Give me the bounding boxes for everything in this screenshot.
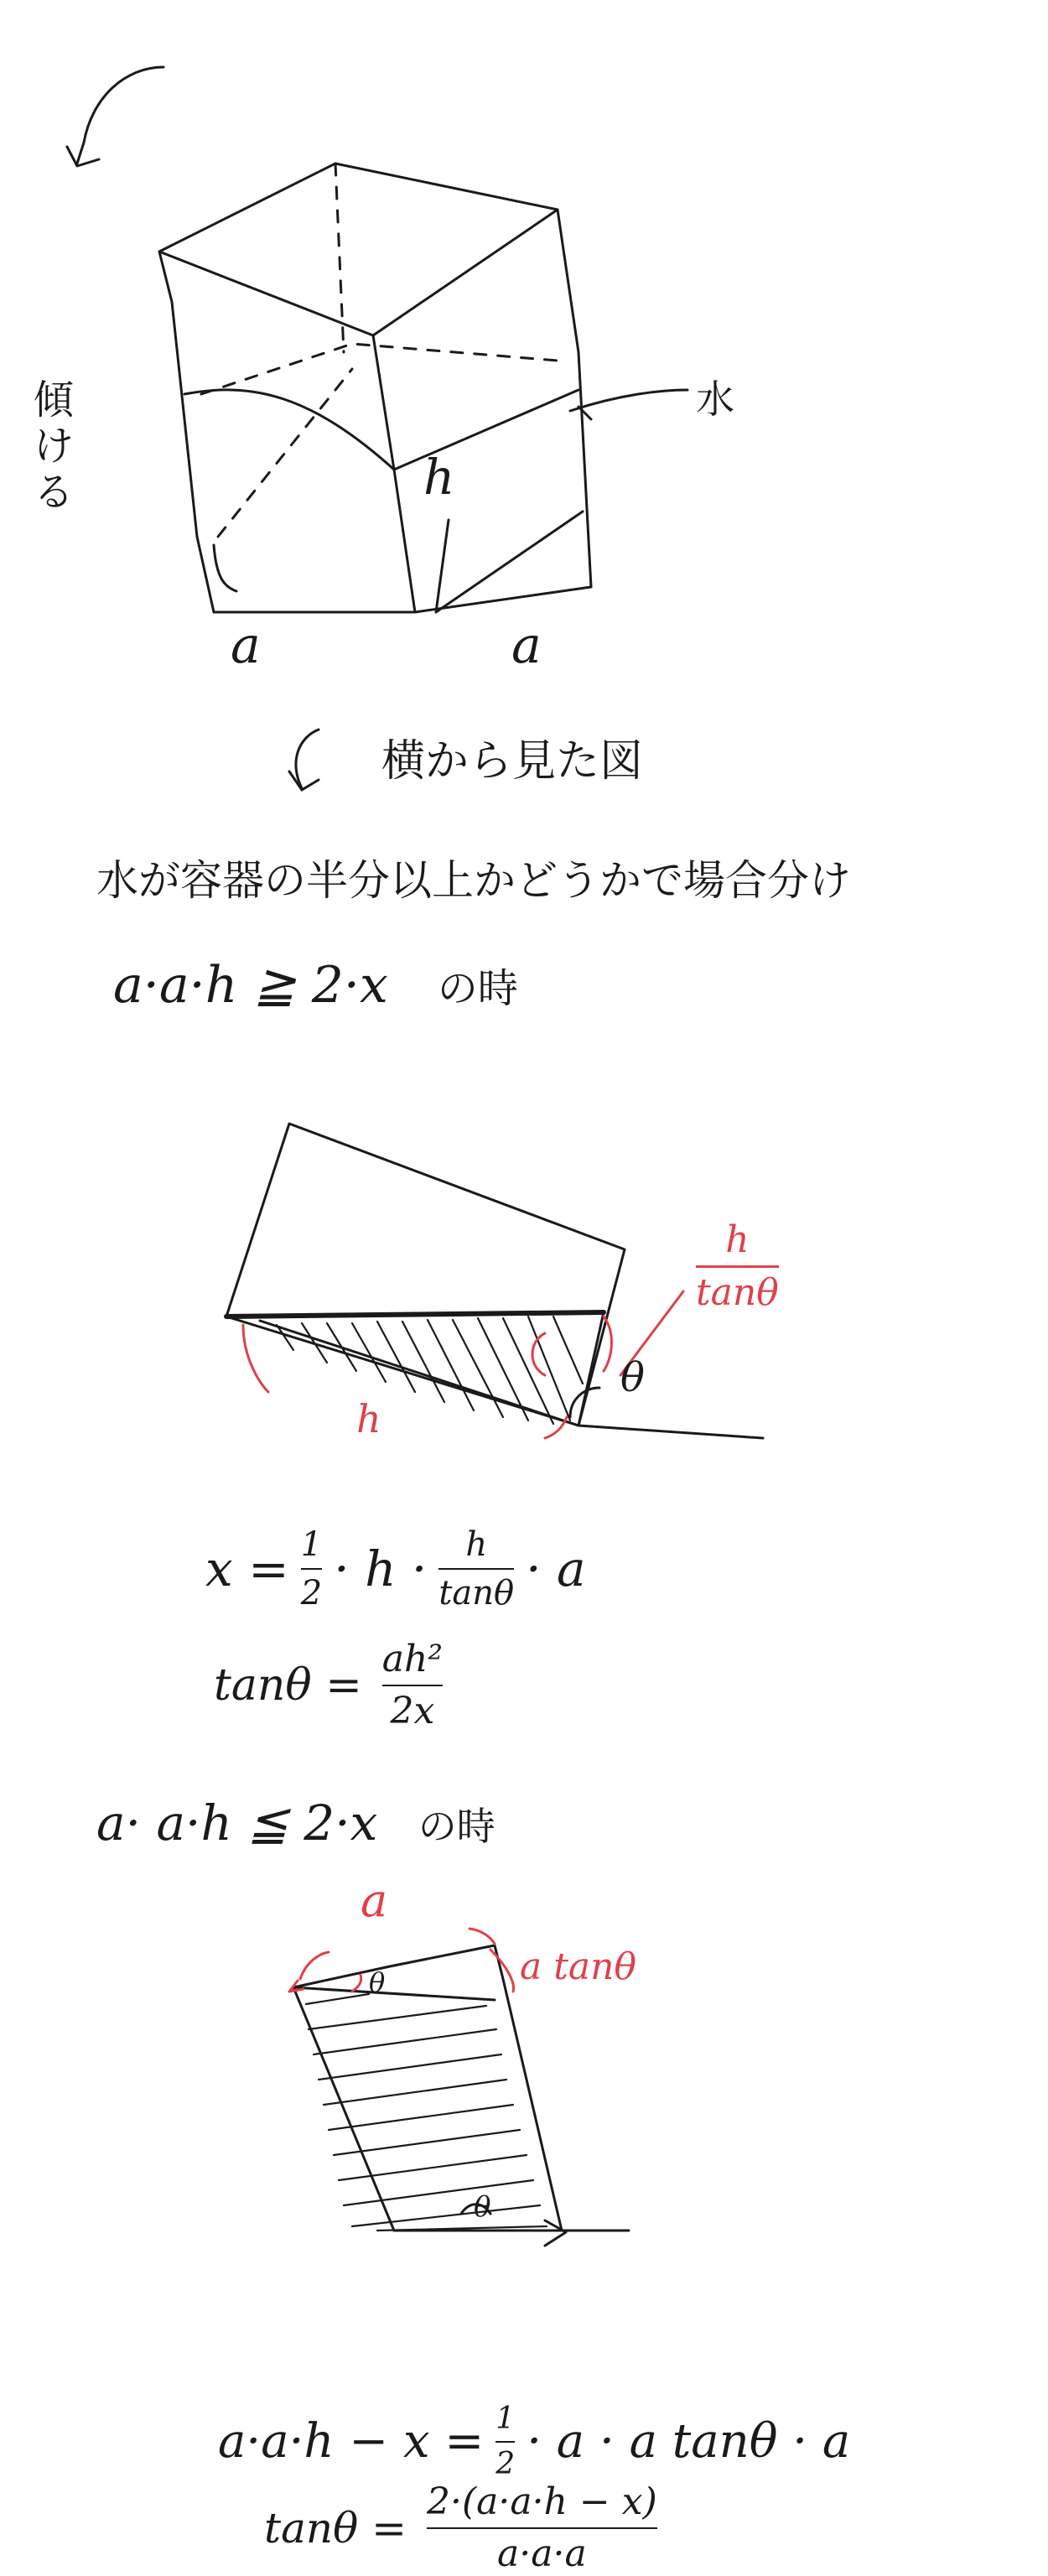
case1-eq1-half-num: 1: [300, 1525, 323, 1564]
case2-eq1-lhs: a·a·h − x =: [218, 2414, 485, 2470]
case2-eq2-num: 2·(a·a·h − x): [427, 2480, 657, 2523]
case1-equation-1: [205, 1526, 586, 1612]
case1-theta-label: θ: [620, 1354, 645, 1401]
cube-height-label: h: [423, 449, 455, 506]
case1-eq1-half-den: 2: [300, 1574, 323, 1613]
cube-drawing: [67, 67, 687, 612]
case2-equation-1: [218, 2402, 850, 2480]
case2-equation-2: [264, 2482, 657, 2575]
case1-eq1-frac-num: h: [465, 1525, 488, 1564]
water-label: 水: [696, 377, 734, 422]
case1-condition: [113, 956, 518, 1015]
case1-eq2-lhs: tanθ =: [214, 1660, 362, 1711]
cube-edge-left-label: a: [231, 616, 261, 675]
case2-eq1-half: [495, 2402, 515, 2480]
down-arrow-icon: [289, 730, 319, 790]
case2-eq2-lhs: tanθ =: [264, 2504, 407, 2553]
case2-top-label: a: [361, 1874, 388, 1927]
case1-equation-2: [214, 1639, 443, 1732]
case2-condition: [96, 1794, 495, 1852]
case2-bottom-theta: θ: [474, 2190, 491, 2224]
case1-eq1-lhs: x =: [205, 1540, 289, 1597]
case1-eq1-half: [301, 1526, 322, 1612]
cases-intro: 水が容器の半分以上かどうかで場合分け: [96, 856, 851, 905]
case2-condition-suffix: の時: [418, 1804, 495, 1849]
case1-eq1-frac: [438, 1526, 514, 1612]
side-view-label: 横から見た図: [381, 736, 644, 787]
case1-eq1-frac-den: tanθ: [438, 1574, 515, 1613]
case2-top-theta: θ: [369, 1966, 386, 1998]
case1-condition-expr: a·a·h ≧ 2·x: [113, 956, 388, 1015]
case2-eq2-frac: [427, 2482, 657, 2575]
case1-fraction-label: [696, 1220, 779, 1314]
case2-eq2-den: a·a·a: [497, 2532, 587, 2576]
case1-length-label: h: [356, 1396, 381, 1441]
case2-eq1-half-den: 2: [495, 2446, 516, 2481]
case1-eq1-tail: · a: [526, 1540, 586, 1597]
case2-eq1-tail: · a · a tanθ · a: [527, 2414, 851, 2470]
case1-eq2-frac: [382, 1639, 443, 1732]
tilt-label: 傾ける: [34, 377, 75, 517]
case2-condition-expr: a· a·h ≦ 2·x: [96, 1794, 378, 1852]
case1-eq2-num: ah²: [381, 1638, 444, 1680]
case1-eq2-den: 2x: [390, 1690, 435, 1733]
case1-eq1-mid: · h ·: [334, 1540, 428, 1597]
case1-figure: [226, 1124, 763, 1438]
case1-fraction-den: tanθ: [696, 1271, 779, 1315]
case1-fraction-num: h: [725, 1218, 750, 1261]
cube-edge-right-label: a: [511, 616, 542, 675]
case1-condition-suffix: の時: [437, 965, 518, 1012]
case2-eq1-half-num: 1: [495, 2402, 516, 2436]
case2-side-label: a tanθ: [520, 1945, 636, 1988]
